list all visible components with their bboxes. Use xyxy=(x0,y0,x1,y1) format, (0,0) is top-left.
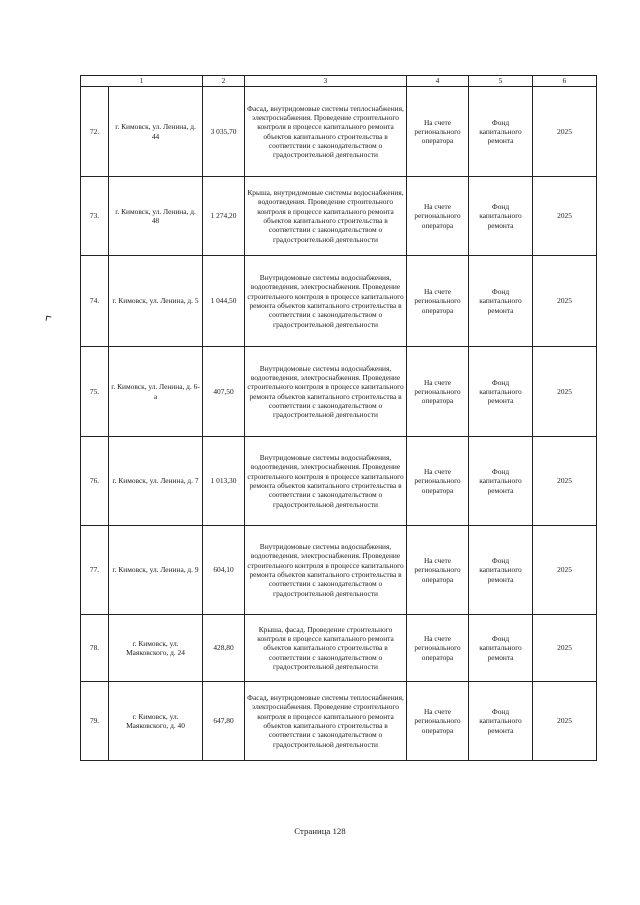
row-number: 74. xyxy=(81,256,109,347)
account-cell: На счете регионального оператора xyxy=(407,347,469,437)
funding-source-cell: Фонд капитального ремонта xyxy=(469,682,533,761)
row-number: 72. xyxy=(81,87,109,177)
row-number: 73. xyxy=(81,177,109,256)
account-cell: На счете регионального оператора xyxy=(407,87,469,177)
account-cell: На счете регионального оператора xyxy=(407,256,469,347)
table-row xyxy=(81,177,597,256)
stray-mark xyxy=(46,316,52,322)
address-cell: г. Кимовск, ул. Ленина, д. 48 xyxy=(109,177,203,256)
row-number: 79. xyxy=(81,682,109,761)
address-cell: г. Кимовск, ул. Ленина, д. 5 xyxy=(109,256,203,347)
row-number: 77. xyxy=(81,526,109,615)
year-cell: 2025 xyxy=(533,177,597,256)
address-cell: г. Кимовск, ул. Маяковского, д. 40 xyxy=(109,682,203,761)
row-number: 75. xyxy=(81,347,109,437)
funding-source-cell: Фонд капитального ремонта xyxy=(469,87,533,177)
column-number-cell: 6 xyxy=(533,76,597,87)
table-row xyxy=(81,615,597,682)
funding-source-cell: Фонд капитального ремонта xyxy=(469,256,533,347)
account-cell: На счете регионального оператора xyxy=(407,615,469,682)
funding-source-cell: Фонд капитального ремонта xyxy=(469,177,533,256)
year-cell: 2025 xyxy=(533,437,597,526)
year-cell: 2025 xyxy=(533,87,597,177)
page-number: Страница 128 xyxy=(294,826,346,836)
address-cell: г. Кимовск, ул. Ленина, д. 7 xyxy=(109,437,203,526)
column-number-cell: 2 xyxy=(203,76,245,87)
area-cell: 1 274,20 xyxy=(203,177,245,256)
table-row xyxy=(81,526,597,615)
area-cell: 1 044,50 xyxy=(203,256,245,347)
year-cell: 2025 xyxy=(533,682,597,761)
column-number-cell: 5 xyxy=(469,76,533,87)
address-cell: г. Кимовск, ул. Маяковского, д. 24 xyxy=(109,615,203,682)
area-cell: 3 035,70 xyxy=(203,87,245,177)
account-cell: На счете регионального оператора xyxy=(407,526,469,615)
funding-source-cell: Фонд капитального ремонта xyxy=(469,615,533,682)
column-number-cell: 4 xyxy=(407,76,469,87)
table-row xyxy=(81,682,597,761)
table-row xyxy=(81,437,597,526)
area-cell: 1 013,30 xyxy=(203,437,245,526)
works-cell: Внутридомовые системы водоснабжения, водоотведения, электроснабжения. Проведение строительного контроля в процессе капитального ремонта объектов капитального строительства в соответствии с законодательством о градостроительной деятельности xyxy=(245,437,407,526)
table-row xyxy=(81,87,597,177)
works-cell: Крыша, внутридомовые системы водоснабжения, водоотведения. Проведение строительного контроля в процессе капитального ремонта объектов капитального строительства в соответствии с законодательством о градостроительной деятельности xyxy=(245,177,407,256)
column-number-cell: 3 xyxy=(245,76,407,87)
account-cell: На счете регионального оператора xyxy=(407,177,469,256)
works-cell: Внутридомовые системы водоснабжения, водоотведения, электроснабжения. Проведение строительного контроля в процессе капитального ремонта объектов капитального строительства в соответствии с законодательством о градостроительной деятельности xyxy=(245,526,407,615)
funding-source-cell: Фонд капитального ремонта xyxy=(469,526,533,615)
column-number-cell: 1 xyxy=(81,76,203,87)
area-cell: 428,80 xyxy=(203,615,245,682)
funding-source-cell: Фонд капитального ремонта xyxy=(469,437,533,526)
row-number: 78. xyxy=(81,615,109,682)
year-cell: 2025 xyxy=(533,256,597,347)
account-cell: На счете регионального оператора xyxy=(407,437,469,526)
address-cell: г. Кимовск, ул. Ленина, д. 44 xyxy=(109,87,203,177)
works-cell: Внутридомовые системы водоснабжения, водоотведения, электроснабжения. Проведение строительного контроля в процессе капитального ремонта объектов капитального строительства в соответствии с законодательством о градостроительной деятельности xyxy=(245,256,407,347)
year-cell: 2025 xyxy=(533,526,597,615)
works-cell: Фасад, внутридомовые системы теплоснабжения, электроснабжения. Проведение строительного контроля в процессе капитального ремонта объектов капитального строительства в соответствии с законодательством о градостроительной деятельности xyxy=(245,682,407,761)
works-cell: Крыша, фасад. Проведение строительного контроля в процессе капитального ремонта объектов капитального строительства в соответствии с законодательством о градостроительной деятельности xyxy=(245,615,407,682)
area-cell: 647,80 xyxy=(203,682,245,761)
funding-source-cell: Фонд капитального ремонта xyxy=(469,347,533,437)
works-cell: Внутридомовые системы водоснабжения, водоотведения, электроснабжения. Проведение строительного контроля в процессе капитального ремонта объектов капитального строительства в соответствии с законодательством о градостроительной деятельности xyxy=(245,347,407,437)
column-number-row xyxy=(81,76,597,87)
table-row xyxy=(81,347,597,437)
address-cell: г. Кимовск, ул. Ленина, д. 9 xyxy=(109,526,203,615)
area-cell: 407,50 xyxy=(203,347,245,437)
works-cell: Фасад, внутридомовые системы теплоснабжения, электроснабжения. Проведение строительного контроля в процессе капитального ремонта объектов капитального строительства в соответствии с законодательством о градостроительной деятельности xyxy=(245,87,407,177)
year-cell: 2025 xyxy=(533,615,597,682)
year-cell: 2025 xyxy=(533,347,597,437)
area-cell: 604,10 xyxy=(203,526,245,615)
capital-repair-table xyxy=(80,75,597,761)
address-cell: г. Кимовск, ул. Ленина, д. 6-а xyxy=(109,347,203,437)
table-row xyxy=(81,256,597,347)
account-cell: На счете регионального оператора xyxy=(407,682,469,761)
row-number: 76. xyxy=(81,437,109,526)
